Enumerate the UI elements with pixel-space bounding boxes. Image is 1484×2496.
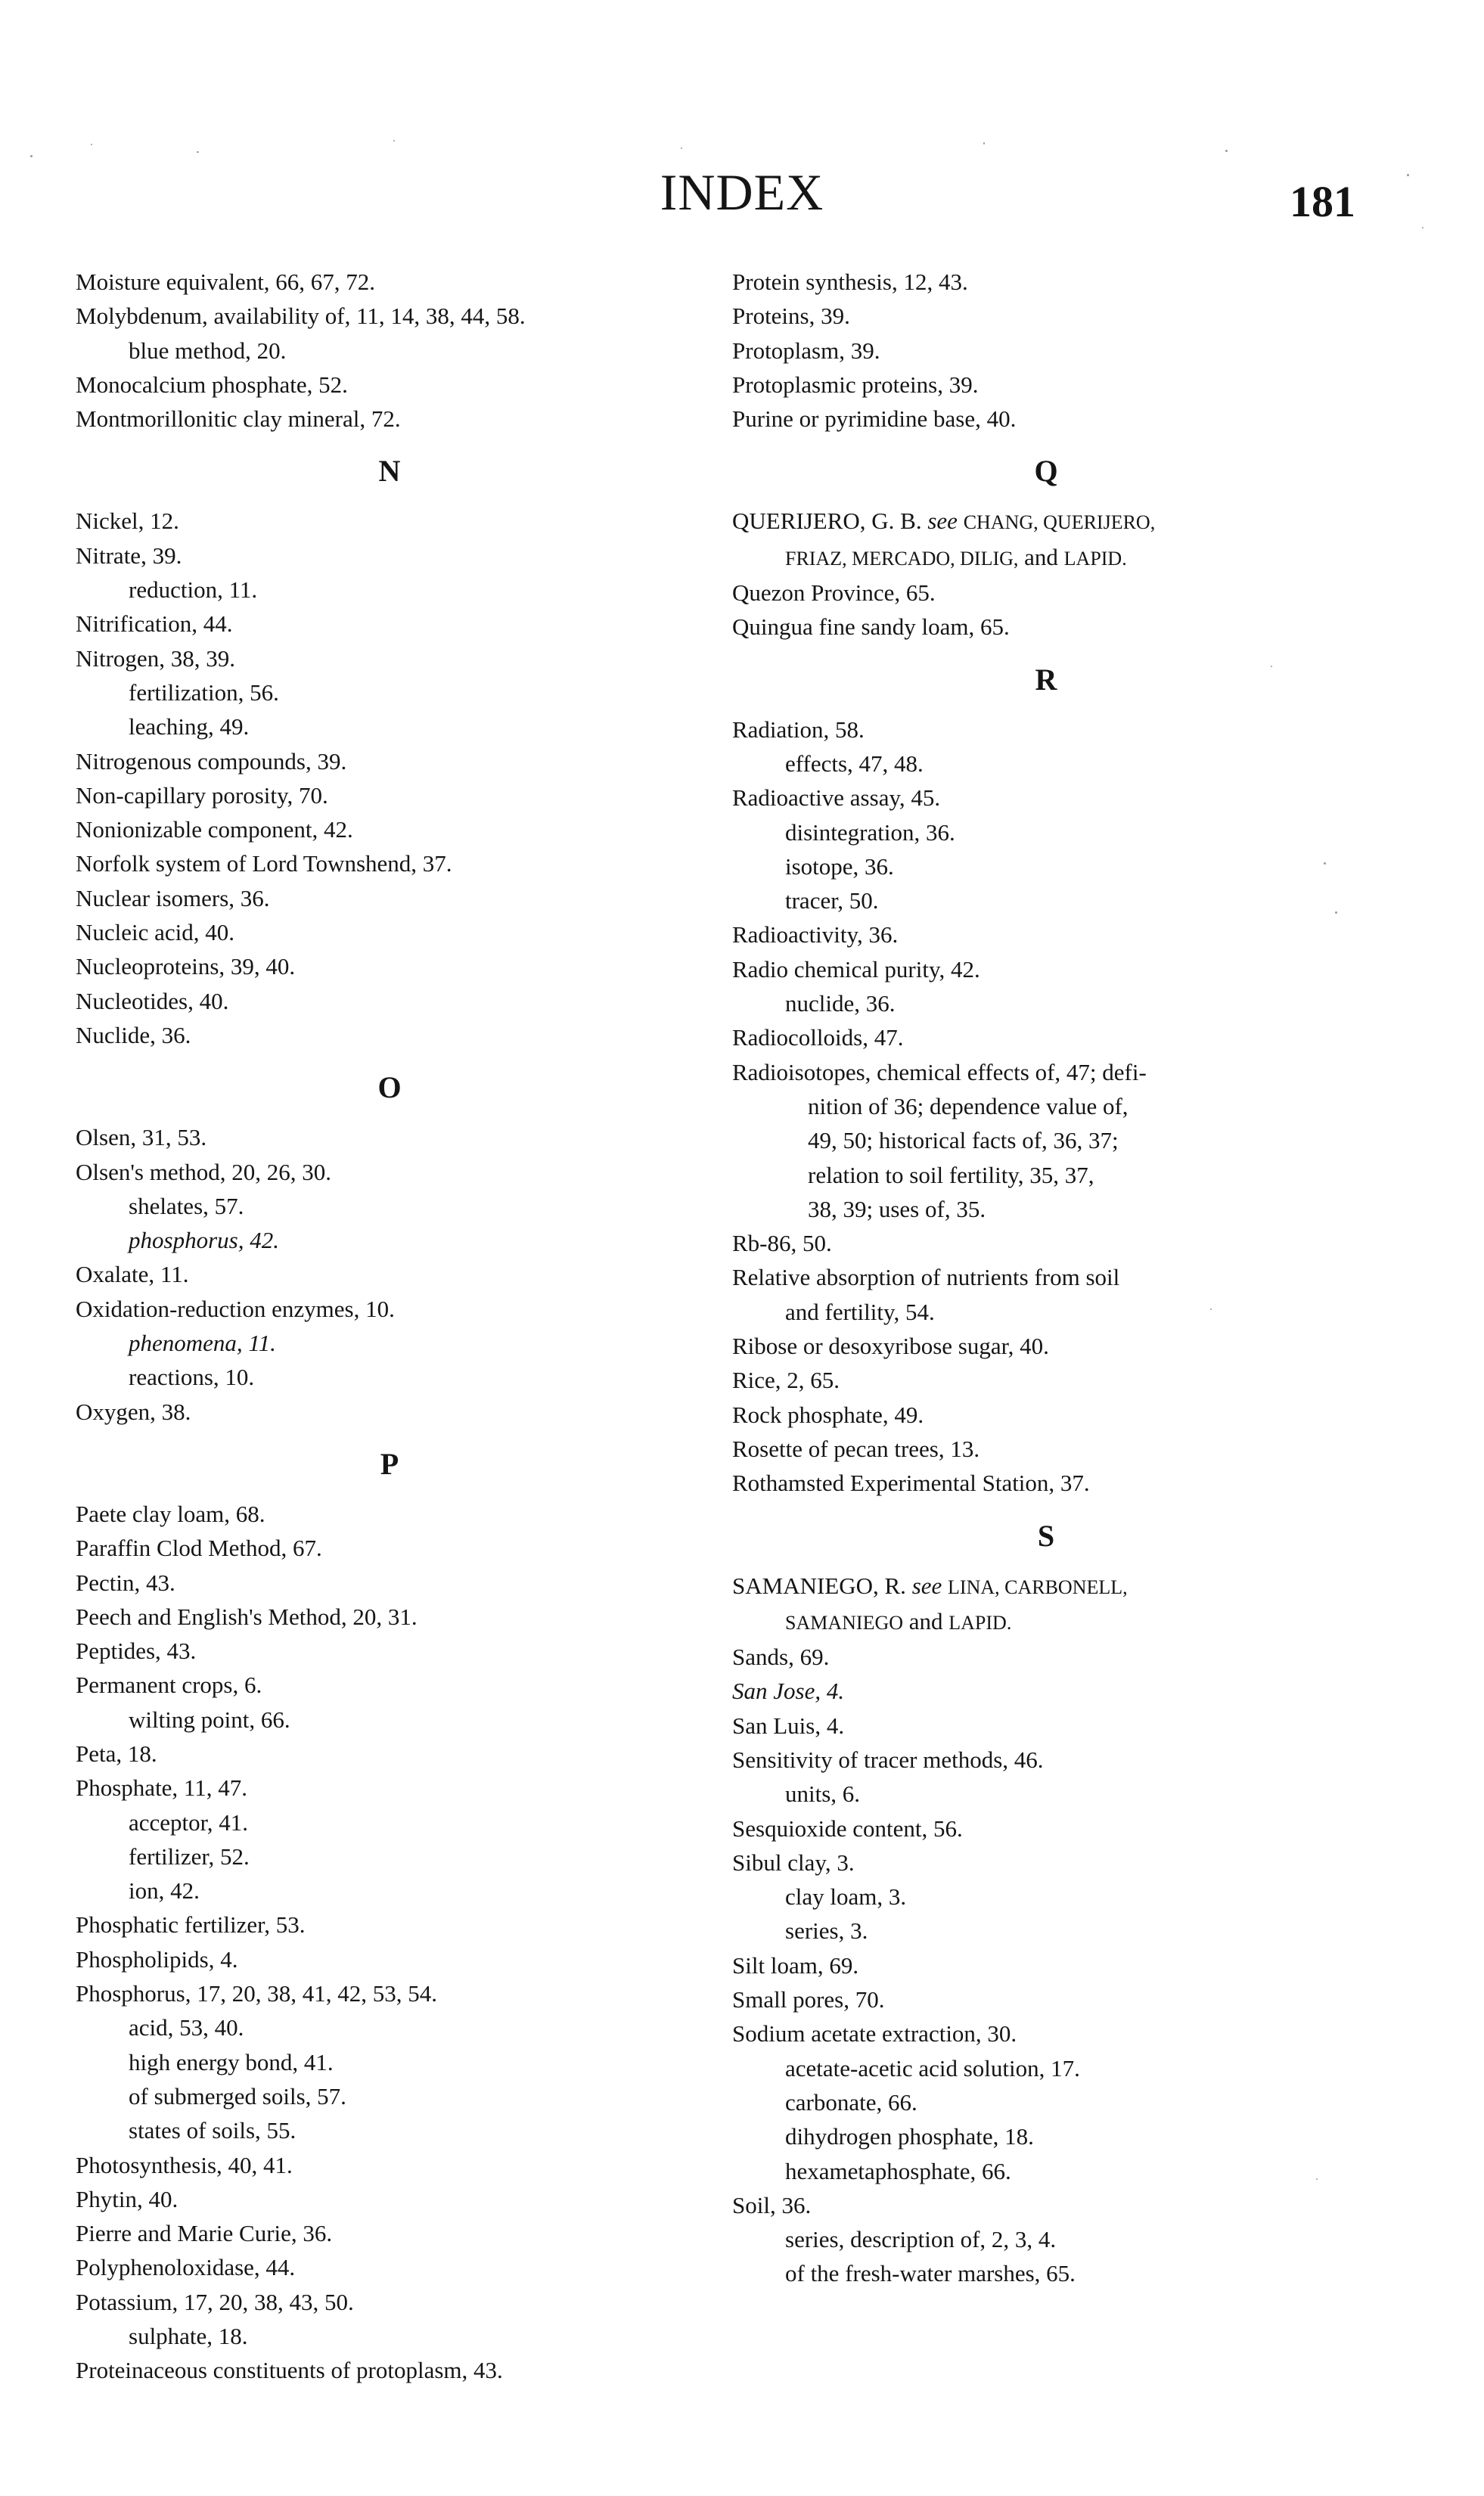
index-entry: Proteinaceous constituents of protoplasm, 43. — [76, 2357, 503, 2384]
index-subentry: effects, 47, 48. — [785, 750, 924, 777]
index-entry: Proteins, 39. — [732, 303, 850, 330]
index-entry-continuation: and fertility, 54. — [785, 1298, 935, 1325]
index-subentry: sulphate, 18. — [129, 2323, 248, 2350]
index-entry: Rb-86, 50. — [732, 1230, 832, 1257]
index-entry: Oxidation-reduction enzymes, 10. — [76, 1295, 395, 1322]
conjunction: and — [1024, 543, 1058, 570]
index-entry: Rosette of pecan trees, 13. — [732, 1435, 980, 1462]
page-number: 181 — [1290, 177, 1355, 226]
index-entry: Paete clay loam, 68. — [76, 1500, 265, 1527]
see-reference: see — [927, 508, 958, 535]
index-subentry: high energy bond, 41. — [129, 2048, 334, 2075]
section-letter-r: R — [1035, 662, 1057, 697]
index-subentry: of the fresh-water marshes, 65. — [785, 2260, 1076, 2287]
index-entry: Nitrogenous compounds, 39. — [76, 747, 347, 775]
cross-reference: LINA, CARBONELL, — [948, 1576, 1128, 1598]
page-header — [0, 163, 1484, 246]
index-entry: San Jose, 4. — [732, 1678, 845, 1705]
index-entry: Phytin, 40. — [76, 2185, 179, 2212]
index-entry-continuation: nition of 36; dependence value of, — [808, 1092, 1129, 1119]
index-subentry: leaching, 49. — [129, 713, 250, 740]
index-entry: Silt loam, 69. — [732, 1951, 859, 1979]
index-entry: Protoplasmic proteins, 39. — [732, 371, 979, 398]
index-entry: Relative absorption of nutrients from soil — [732, 1264, 1120, 1291]
index-subentry: units, 6. — [785, 1780, 861, 1808]
index-entry: Norfolk system of Lord Townshend, 37. — [76, 850, 452, 877]
index-entry: Phosphatic fertilizer, 53. — [76, 1911, 306, 1939]
index-subentry: ion, 42. — [129, 1877, 200, 1905]
index-entry: Sibul clay, 3. — [732, 1849, 855, 1876]
section-letter-o: O — [377, 1070, 402, 1105]
index-subentry: shelates, 57. — [129, 1192, 244, 1219]
index-subentry: acceptor, 41. — [129, 1808, 248, 1836]
index-entry: Molybdenum, availability of, 11, 14, 38, 44, 58. — [76, 303, 526, 330]
index-entry: Oxalate, 11. — [76, 1261, 189, 1288]
index-column-right — [732, 265, 1360, 2291]
cross-reference: SAMANIEGO — [785, 1611, 903, 1634]
index-entry: Pierre and Marie Curie, 36. — [76, 2220, 333, 2247]
index-entry: Sesquioxide content, 56. — [732, 1815, 963, 1842]
index-subentry: dihydrogen phosphate, 18. — [785, 2123, 1034, 2150]
index-entry: Radioisotopes, chemical effects of, 47; defi- — [732, 1058, 1147, 1085]
index-entry: Sensitivity of tracer methods, 46. — [732, 1746, 1044, 1773]
index-entry: Radiation, 58. — [732, 716, 865, 743]
section-letter-s: S — [1037, 1518, 1055, 1553]
index-entry: Olsen's method, 20, 26, 30. — [76, 1158, 331, 1185]
index-entry: Nucleoproteins, 39, 40. — [76, 953, 296, 980]
index-entry-continuation — [732, 1604, 1360, 1640]
index-subentry: reactions, 10. — [129, 1364, 255, 1391]
index-entry: Purine or pyrimidine base, 40. — [732, 405, 1017, 433]
index-entry: Moisture equivalent, 66, 67, 72. — [76, 269, 376, 295]
index-entry: Phosphate, 11, 47. — [76, 1774, 248, 1802]
index-entry: Oxygen, 38. — [76, 1398, 191, 1425]
index-subentry: wilting point, 66. — [129, 1706, 290, 1733]
index-entry: Radio chemical purity, 42. — [732, 955, 980, 983]
conjunction: and — [908, 1607, 943, 1635]
index-entry: Ribose or desoxyribose sugar, 40. — [732, 1333, 1049, 1360]
index-subentry: carbonate, 66. — [785, 2088, 917, 2116]
cross-reference: LAPID. — [1063, 547, 1127, 570]
section-letter-q: Q — [1034, 454, 1058, 489]
index-entry: Non-capillary porosity, 70. — [76, 781, 328, 809]
index-entry: Peta, 18. — [76, 1740, 157, 1767]
section-letter-n: N — [378, 454, 401, 489]
index-subentry: isotope, 36. — [785, 852, 894, 880]
index-subentry: acid, 53, 40. — [129, 2014, 244, 2041]
index-entry: Rothamsted Experimental Station, 37. — [732, 1470, 1090, 1497]
index-entry-continuation — [732, 540, 1360, 576]
index-entry: Peech and English's Method, 20, 31. — [76, 1603, 418, 1630]
index-subentry: of submerged soils, 57. — [129, 2082, 346, 2109]
index-subentry: reduction, 11. — [129, 576, 258, 604]
index-subentry: disintegration, 36. — [785, 818, 955, 846]
index-entry: Photosynthesis, 40, 41. — [76, 2151, 293, 2178]
index-entry-continuation: 38, 39; uses of, 35. — [808, 1195, 986, 1222]
index-subentry: series, description of, 2, 3, 4. — [785, 2226, 1057, 2253]
index-subentry: phenomena, 11. — [129, 1330, 276, 1357]
index-entry: Potassium, 17, 20, 38, 43, 50. — [76, 2288, 354, 2315]
index-entry: Protoplasm, 39. — [732, 337, 880, 364]
index-subentry: acetate-acetic acid solution, 17. — [785, 2054, 1080, 2082]
index-entry: Monocalcium phosphate, 52. — [76, 371, 348, 398]
index-subentry: series, 3. — [785, 1917, 868, 1945]
index-entry: Nuclear isomers, 36. — [76, 884, 270, 911]
index-entry: Polyphenoloxidase, 44. — [76, 2254, 296, 2281]
index-entry: Nitrate, 39. — [76, 542, 182, 569]
index-entry-continuation: 49, 50; historical facts of, 36, 37; — [808, 1127, 1119, 1154]
cross-reference: CHANG, QUERIJERO, — [963, 511, 1156, 534]
index-entry: Protein synthesis, 12, 43. — [732, 269, 968, 295]
index-entry: Nucleotides, 40. — [76, 987, 229, 1014]
index-entry: Rice, 2, 65. — [732, 1367, 840, 1394]
index-entry: Sands, 69. — [732, 1644, 830, 1671]
index-column-left — [76, 265, 703, 2388]
index-entry: Radioactive assay, 45. — [732, 784, 941, 812]
index-entry: San Luis, 4. — [732, 1712, 845, 1739]
index-entry-querijero — [732, 504, 1360, 539]
index-entry: Phospholipids, 4. — [76, 1945, 238, 1973]
index-entry-samaniego — [732, 1569, 1360, 1604]
index-entry: Nonionizable component, 42. — [76, 816, 353, 843]
index-subentry: tracer, 50. — [785, 887, 879, 914]
index-entry: Rock phosphate, 49. — [732, 1401, 924, 1428]
index-entry: Peptides, 43. — [76, 1638, 197, 1665]
index-subentry: fertilization, 56. — [129, 678, 279, 706]
index-subentry: blue method, 20. — [129, 337, 287, 364]
index-entry-continuation: relation to soil fertility, 35, 37, — [808, 1161, 1094, 1188]
index-entry: Soil, 36. — [732, 2191, 812, 2218]
page-title: INDEX — [660, 163, 824, 221]
index-entry: Radioactivity, 36. — [732, 921, 899, 948]
index-subentry: nuclide, 36. — [785, 990, 896, 1017]
index-entry: Nitrification, 44. — [76, 610, 233, 638]
index-entry: Olsen, 31, 53. — [76, 1124, 207, 1151]
index-subentry: fertilizer, 52. — [129, 1843, 250, 1870]
index-entry: Permanent crops, 6. — [76, 1672, 262, 1699]
index-entry: Quingua fine sandy loam, 65. — [732, 613, 1010, 641]
index-subentry: states of soils, 55. — [129, 2117, 296, 2144]
index-entry: Nickel, 12. — [76, 508, 179, 535]
index-entry: Quezon Province, 65. — [732, 579, 936, 607]
author-name: QUERIJERO, G. B. — [732, 508, 922, 535]
index-entry: Nucleic acid, 40. — [76, 919, 235, 946]
index-entry: Nitrogen, 38, 39. — [76, 644, 235, 672]
index-entry: Sodium acetate extraction, 30. — [732, 2020, 1017, 2047]
index-entry: Phosphorus, 17, 20, 38, 41, 42, 53, 54. — [76, 1980, 437, 2007]
author-name: SAMANIEGO, R. — [732, 1572, 906, 1599]
index-entry: Montmorillonitic clay mineral, 72. — [76, 405, 401, 433]
index-entry: Nuclide, 36. — [76, 1021, 191, 1048]
see-reference: see — [911, 1572, 942, 1599]
cross-reference: LAPID. — [948, 1611, 1012, 1634]
index-subentry: clay loam, 3. — [785, 1883, 907, 1911]
index-entry: Small pores, 70. — [732, 1986, 885, 2013]
index-subentry: hexametaphosphate, 66. — [785, 2157, 1011, 2184]
section-letter-p: P — [380, 1446, 399, 1481]
index-subentry: phosphorus, 42. — [129, 1227, 279, 1254]
cross-reference: FRIAZ, MERCADO, DILIG, — [785, 547, 1019, 570]
index-entry: Pectin, 43. — [76, 1569, 175, 1596]
index-entry: Radiocolloids, 47. — [732, 1024, 904, 1051]
index-entry: Paraffin Clod Method, 67. — [76, 1535, 322, 1562]
